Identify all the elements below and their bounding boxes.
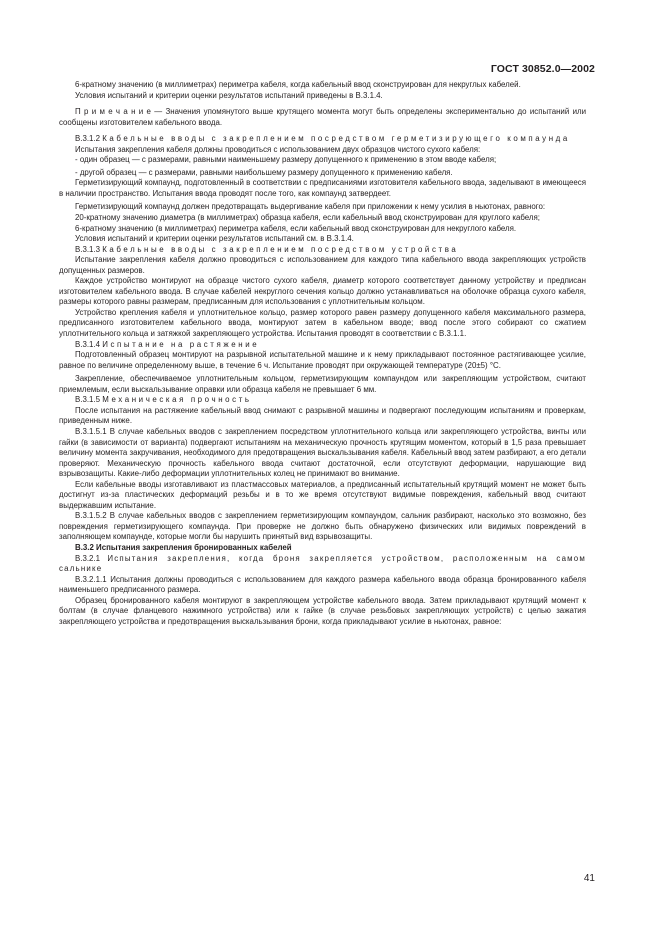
- paragraph: После испытания на растяжение кабельный ввод снимают с разрывной машины и подвергают последующим испытаниям и проверкам, приведенным ниже.: [59, 405, 586, 426]
- paragraph: Подготовленный образец монтируют на разрывной испытательной машине и к нему прикладывают постоянное растягивающее усилие, равное по величине определенному выше, в течение 6 ч. Испытание проводят при окружающей температуре (20±5) °С.: [59, 350, 586, 370]
- note-paragraph: [59, 107, 586, 128]
- paragraph: В.3.1.5.2 В случае кабельных вводов с закреплением герметизирующим компаундом, сальник разбирают, насколько это возможно, без повреждения герметизирующего компаунда. При проверке не должно быть обнаружено физических или видимых повреждений в заполняющем компаунде, которые могли бы нарушить принятый вид взрывозащиты.: [59, 511, 586, 542]
- section-heading: В.3.2.1 Испытания закрепления, когда броня закрепляется устройством, расположенным на самом сальнике: [59, 553, 586, 574]
- section-heading: В.3.1.4 Испытание на растяжение: [75, 339, 260, 349]
- list-item: - один образец — с размерами, равными наименьшему размеру допущенного к применению в этом вводе кабеля;: [75, 155, 497, 165]
- note-label: П р и м е ч а н и е: [75, 107, 151, 117]
- section-title: Испытание на растяжение: [102, 339, 260, 349]
- section-heading: В.3.1.3 Кабельные вводы с закреплением посредством устройства: [75, 244, 459, 254]
- paragraph: Образец бронированного кабеля монтируют в закрепляющем устройстве кабельного ввода. Затем прикладывают крутящий момент к болтам (в случае фланцевого нажимного устройства) или к гайке (в случае резьбовых закрепляющих устройств) с целью зажатия закрепляющего устройства и предотвращения выскальзывания брони, когда прикладывают усилие в ньютонах, равное:: [59, 595, 586, 626]
- section-title: Кабельные вводы с закреплением посредством герметизирующего компаунда: [102, 134, 570, 144]
- section-title: Кабельные вводы с закреплением посредством устройства: [102, 244, 459, 254]
- section-title: Механическая прочность: [102, 395, 252, 405]
- section-heading-bold: В.3.2 Испытания закрепления бронированных кабелей: [75, 542, 292, 552]
- paragraph: Испытания закрепления кабеля должны проводиться с использованием двух образцов чистого сухого кабеля:: [75, 144, 481, 154]
- paragraph: В.3.1.5.1 В случае кабельных вводов с закреплением посредством уплотнительного кольца или закрепляющего устройства, винты или гайки (в зависимости от варианта) подвергают испытаниям на механическую прочность крутящим моментом, который в 1,5 раза превышает величину момента закручивания, необходимого для предотвращения выскальзывания кабеля. Кабельный ввод затем разбирают, а его детали проверяют. Механическую прочность кабельного ввода считают достаточной, если отсутствуют деформации, нарушающие вид взрывозащиты. Какие-либо деформации уплотнительных колец не принимают во внимание.: [59, 426, 586, 479]
- note-text: — Значения упомянутого выше крутящего момента могут быть определены экспериментально до испытаний или сообщены изготовителем кабельного ввода.: [59, 107, 587, 127]
- list-item: - другой образец — с размерами, равными наибольшему размеру допущенного к применению кабеля.: [75, 167, 453, 177]
- document-body: [59, 80, 586, 627]
- paragraph: Условия испытаний и критерии оценки результатов испытаний см. в В.3.1.4.: [75, 234, 354, 244]
- paragraph: 6-кратному значению (в миллиметрах) периметра кабеля, если кабельный ввод сконструирован для некруглого кабеля.: [75, 223, 517, 233]
- paragraph: Герметизирующий компаунд должен предотвращать выдергивание кабеля при приложении к нему усилия в ньютонах, равного:: [75, 202, 546, 212]
- section-heading: В.3.1.2 Кабельные вводы с закреплением посредством герметизирующего компаунда: [75, 134, 570, 144]
- paragraph: Закрепление, обеспечиваемое уплотнительным кольцом, герметизирующим компаундом или закрепляющим устройством, считают приемлемым, если выскальзывание оправки или образца кабеля не превышает 6 мм.: [59, 374, 586, 394]
- paragraph: Герметизирующий компаунд, подготовленный в соответствии с предписаниями изготовителя кабельного ввода, заделывают в имеющееся в наличии пространство. Испытания ввода проводят после того, как компаунд затвердеет.: [59, 178, 586, 198]
- paragraph: Если кабельные вводы изготавливают из пластмассовых материалов, а предписанный испытательный крутящий момент не может быть достигнут из-за пластических деформаций резьбы и в то же время отсутствуют видимые повреждения, кабельный ввод считают выдержавшим испытание.: [59, 479, 586, 510]
- section-title: Испытания закрепления, когда броня закрепляется устройством, расположенным на самом сальнике: [59, 553, 586, 574]
- section-heading: В.3.1.5 Механическая прочность: [75, 395, 252, 405]
- paragraph: Каждое устройство монтируют на образце чистого сухого кабеля, диаметр которого соответствует данному устройству и предписан изготовителем кабельного ввода. В случае кабелей некруглого сечения кольцо должно устанавливаться на оболочке образца сухого кабеля, размеры которого равны размерам, предписанным для использования с уплотнительным кольцом.: [59, 276, 586, 307]
- paragraph: 20-кратному значению диаметра (в миллиметрах) образца кабеля, если кабельный ввод сконструирован для круглого кабеля;: [75, 213, 540, 223]
- paragraph: Условия испытаний и критерии оценки результатов испытаний приведены в В.3.1.4.: [75, 90, 383, 100]
- page-number: 41: [583, 873, 595, 884]
- paragraph: Устройство крепления кабеля и уплотнительное кольцо, размер которого равен размеру допущенного кабеля максимального размера, предписанного изготовителем кабельного ввода, монтируют затем в кабельном вводе; ввод после этого собирают со сжатием уплотнительного кольца и затяжкой закрепляющего устройства. Испытания проводят в соответствии с В.3.1.1.: [59, 307, 586, 339]
- paragraph: В.3.2.1.1 Испытания должны проводиться с использованием для каждого размера кабельного ввода образца бронированного кабеля наименьшего предписанного размера.: [59, 574, 586, 595]
- paragraph: 6-кратному значению (в миллиметрах) периметра кабеля, когда кабельный ввод сконструирован для некруглых кабелей.: [75, 80, 521, 89]
- standard-header: ГОСТ 30852.0—2002: [490, 63, 595, 75]
- paragraph: Испытание закрепления кабеля должно проводиться с использованием для каждого типа кабельного ввода закрепляющих устройств допущенных размеров.: [59, 255, 586, 275]
